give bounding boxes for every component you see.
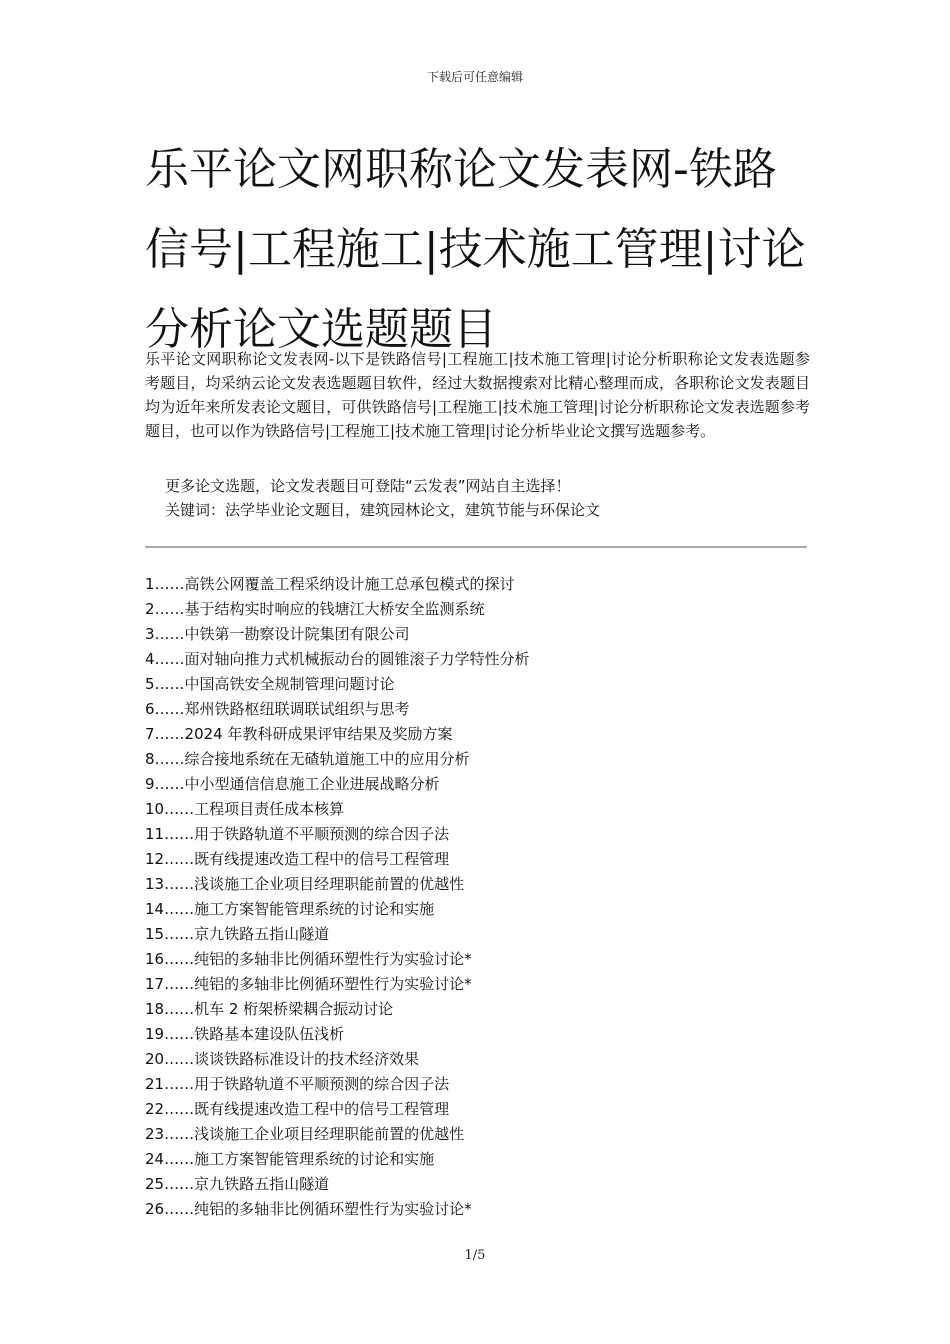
list-item: 21……用于铁路轨道不平顺预测的综合因子法 — [145, 1075, 450, 1093]
document-title: 乐平论文网职称论文发表网-铁路信号|工程施工|技术施工管理|讨论分析论文选题题目 — [145, 144, 806, 355]
list-item: 13……浅谈施工企业项目经理职能前置的优越性 — [145, 875, 465, 893]
list-item: 11……用于铁路轨道不平顺预测的综合因子法 — [145, 825, 450, 843]
list-item: 1……高铁公网覆盖工程采纳设计施工总承包模式的探讨 — [145, 575, 515, 593]
intro-paragraph: 乐平论文网职称论文发表网-以下是铁路信号|工程施工|技术施工管理|讨论分析职称论文发表选题参考题目，均采纳云论文发表选题题目软件，经过大数据搜索对比精心整理而成，各职称论文发表题目均为近年来所发表论文题目，可供铁路信号|工程施工|技术施工管理|讨论分析职称论文发表选题参考题目，也可以作为铁路信号|工程施工|技术施工管理|讨论分析毕业论文撰写选题参考。 — [145, 350, 810, 440]
divider — [145, 546, 807, 548]
more-topics-note: 更多论文选题，论文发表题目可登陆“云发表”网站自主选择！ — [165, 477, 571, 495]
list-item: 25……京九铁路五指山隧道 — [145, 1175, 330, 1193]
list-item: 8……综合接地系统在无碴轨道施工中的应用分析 — [145, 750, 470, 768]
list-item: 19……铁路基本建设队伍浅析 — [145, 1025, 345, 1043]
list-item: 6……郑州铁路枢纽联调联试组织与思考 — [145, 700, 410, 718]
list-item: 20……谈谈铁路标准设计的技术经济效果 — [145, 1050, 420, 1068]
list-item: 18……机车 2 桁架桥梁耦合振动讨论 — [145, 1000, 394, 1018]
list-item: 4……面对轴向推力式机械振动台的圆锥滚子力学特性分析 — [145, 650, 530, 668]
list-item: 9……中小型通信信息施工企业进展战略分析 — [145, 775, 440, 793]
list-item: 7……2024 年教科研成果评审结果及奖励方案 — [145, 725, 453, 743]
page-number: 1/5 — [464, 1248, 486, 1263]
list-item: 5……中国高铁安全规制管理问题讨论 — [145, 675, 395, 693]
list-item: 26……纯铝的多轴非比例循环塑性行为实验讨论* — [145, 1200, 472, 1218]
list-item: 10……工程项目责任成本核算 — [145, 800, 345, 818]
list-item: 15……京九铁路五指山隧道 — [145, 925, 330, 943]
list-item: 12……既有线提速改造工程中的信号工程管理 — [145, 850, 450, 868]
list-item: 2……基于结构实时响应的钱塘江大桥安全监测系统 — [145, 600, 485, 618]
list-item: 22……既有线提速改造工程中的信号工程管理 — [145, 1100, 450, 1118]
page-header: 下载后可任意编辑 — [426, 70, 523, 84]
keywords-line: 关键词：法学毕业论文题目，建筑园林论文，建筑节能与环保论文 — [165, 501, 601, 519]
list-item: 24……施工方案智能管理系统的讨论和实施 — [145, 1150, 435, 1168]
list-item: 23……浅谈施工企业项目经理职能前置的优越性 — [145, 1125, 465, 1143]
topic-list — [145, 572, 810, 1222]
list-item: 3……中铁第一勘察设计院集团有限公司 — [145, 625, 410, 643]
list-item: 16……纯铝的多轴非比例循环塑性行为实验讨论* — [145, 950, 472, 968]
list-item: 14……施工方案智能管理系统的讨论和实施 — [145, 900, 435, 918]
list-item: 17……纯铝的多轴非比例循环塑性行为实验讨论* — [145, 975, 472, 993]
